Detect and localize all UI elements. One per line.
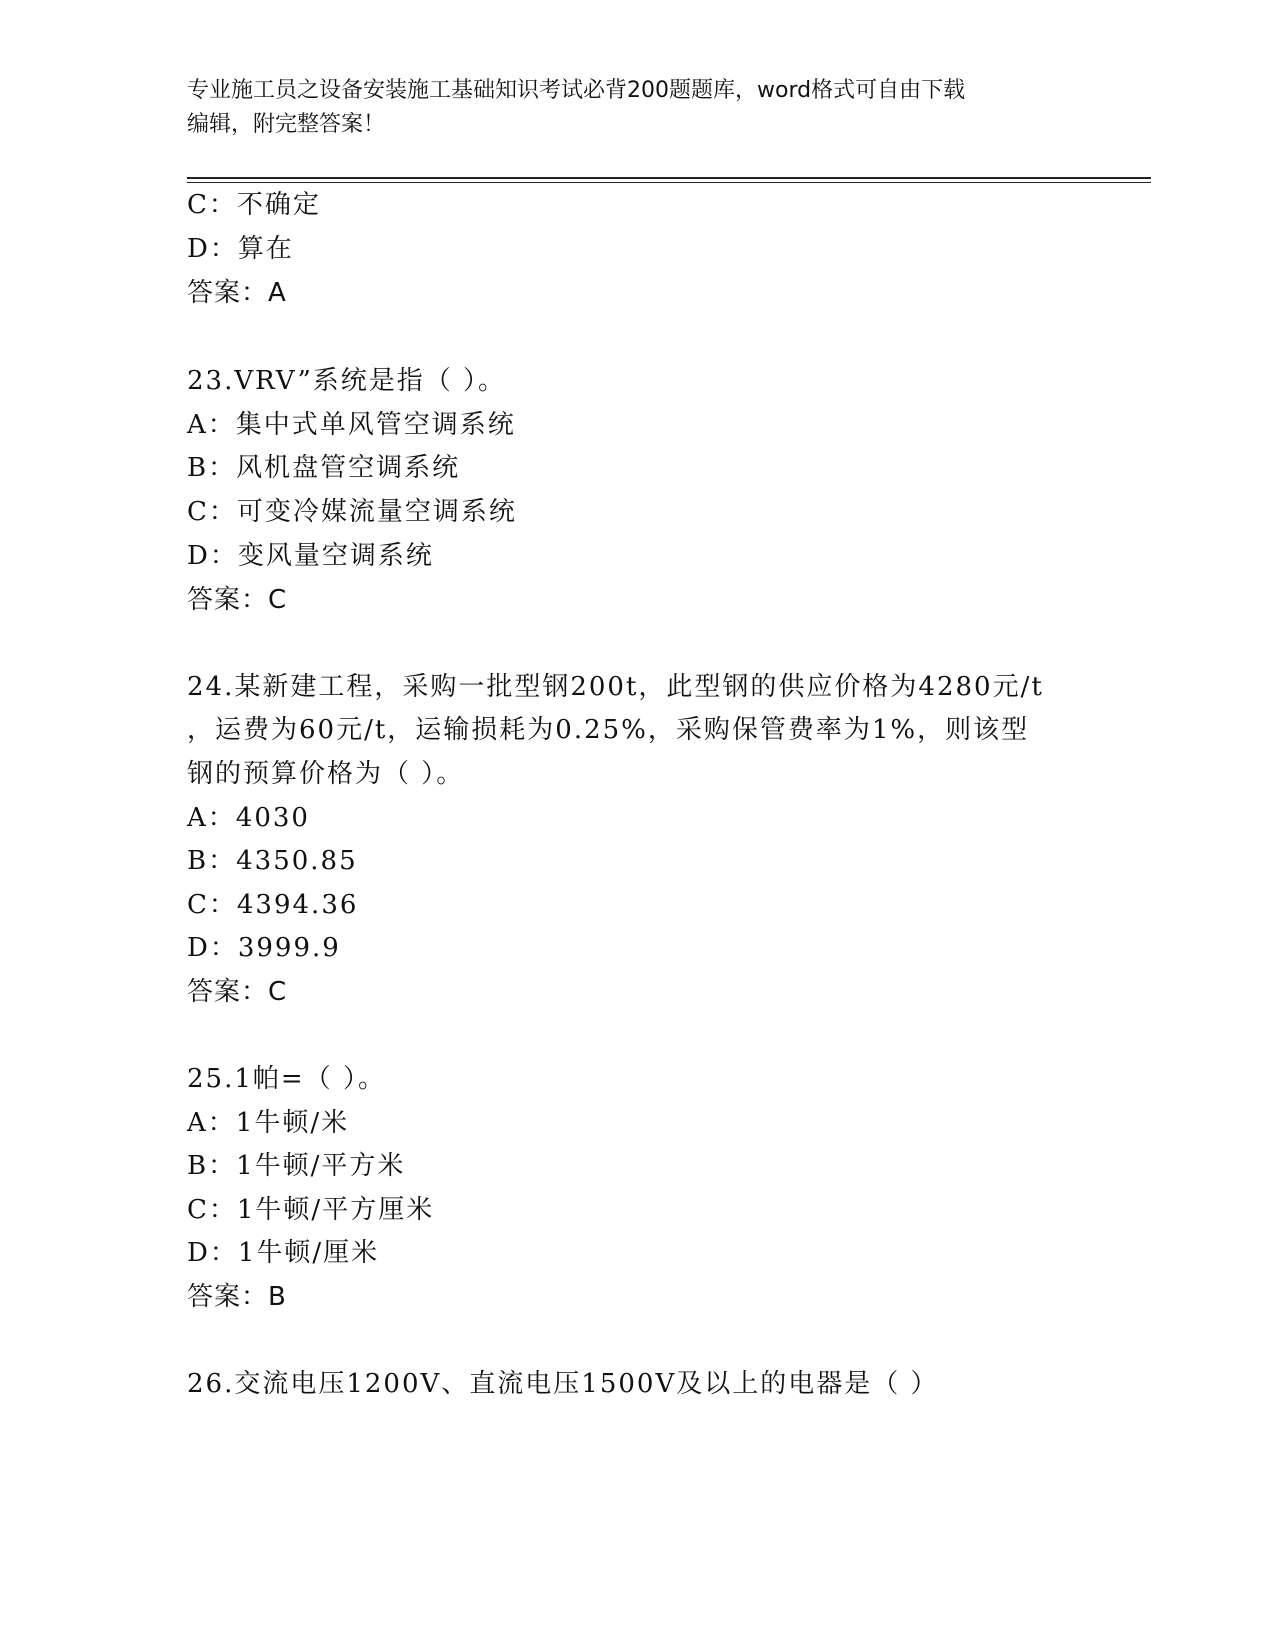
q23-answer: 答案：C [187, 585, 288, 615]
q22-option-d: D：算在 [187, 234, 294, 264]
q22-option-c: C：不确定 [187, 190, 321, 220]
q26-stem: 26.交流电压1200V、直流电压1500V及以上的电器是（ ） [187, 1369, 939, 1399]
header-divider-thin [187, 182, 1151, 183]
q25-answer: 答案：B [187, 1282, 287, 1312]
q23-option-a: A：集中式单风管空调系统 [187, 410, 516, 440]
header-title-line-1: 专业施工员之设备安装施工基础知识考试必背200题题库，word格式可自由下载 [187, 78, 966, 103]
q23-option-b: B：风机盘管空调系统 [187, 453, 461, 483]
q24-option-d: D：3999.9 [187, 933, 341, 963]
q25-option-b: B：1牛顿/平方米 [187, 1151, 406, 1181]
q25-option-c: C：1牛顿/平方厘米 [187, 1195, 435, 1225]
q23-option-d: D：变风量空调系统 [187, 541, 434, 571]
document-header [187, 74, 1087, 142]
q24-option-a: A：4030 [187, 803, 310, 833]
header-divider-thick [187, 177, 1151, 179]
q25-option-a: A：1牛顿/米 [187, 1108, 350, 1138]
q24-stem-line-3: 钢的预算价格为（ ）。 [187, 759, 465, 789]
q24-stem-line-1: 24.某新建工程，采购一批型钢200t，此型钢的供应价格为4280元/t [187, 672, 1044, 702]
q24-option-b: B：4350.85 [187, 846, 358, 876]
q24-stem-line-2: ，运费为60元/t，运输损耗为0.25%，采购保管费率为1%，则该型 [187, 715, 1030, 745]
header-title-line-2: 编辑，附完整答案！ [187, 112, 386, 137]
q25-option-d: D：1牛顿/厘米 [187, 1238, 380, 1268]
q22-answer: 答案：A [187, 278, 287, 308]
q24-answer: 答案：C [187, 977, 288, 1007]
q23-option-c: C：可变冷媒流量空调系统 [187, 497, 517, 527]
q25-stem: 25.1帕=（ ）。 [187, 1064, 386, 1094]
q23-stem: 23.VRV”系统是指（ ）。 [187, 366, 507, 396]
q24-option-c: C：4394.36 [187, 890, 359, 920]
